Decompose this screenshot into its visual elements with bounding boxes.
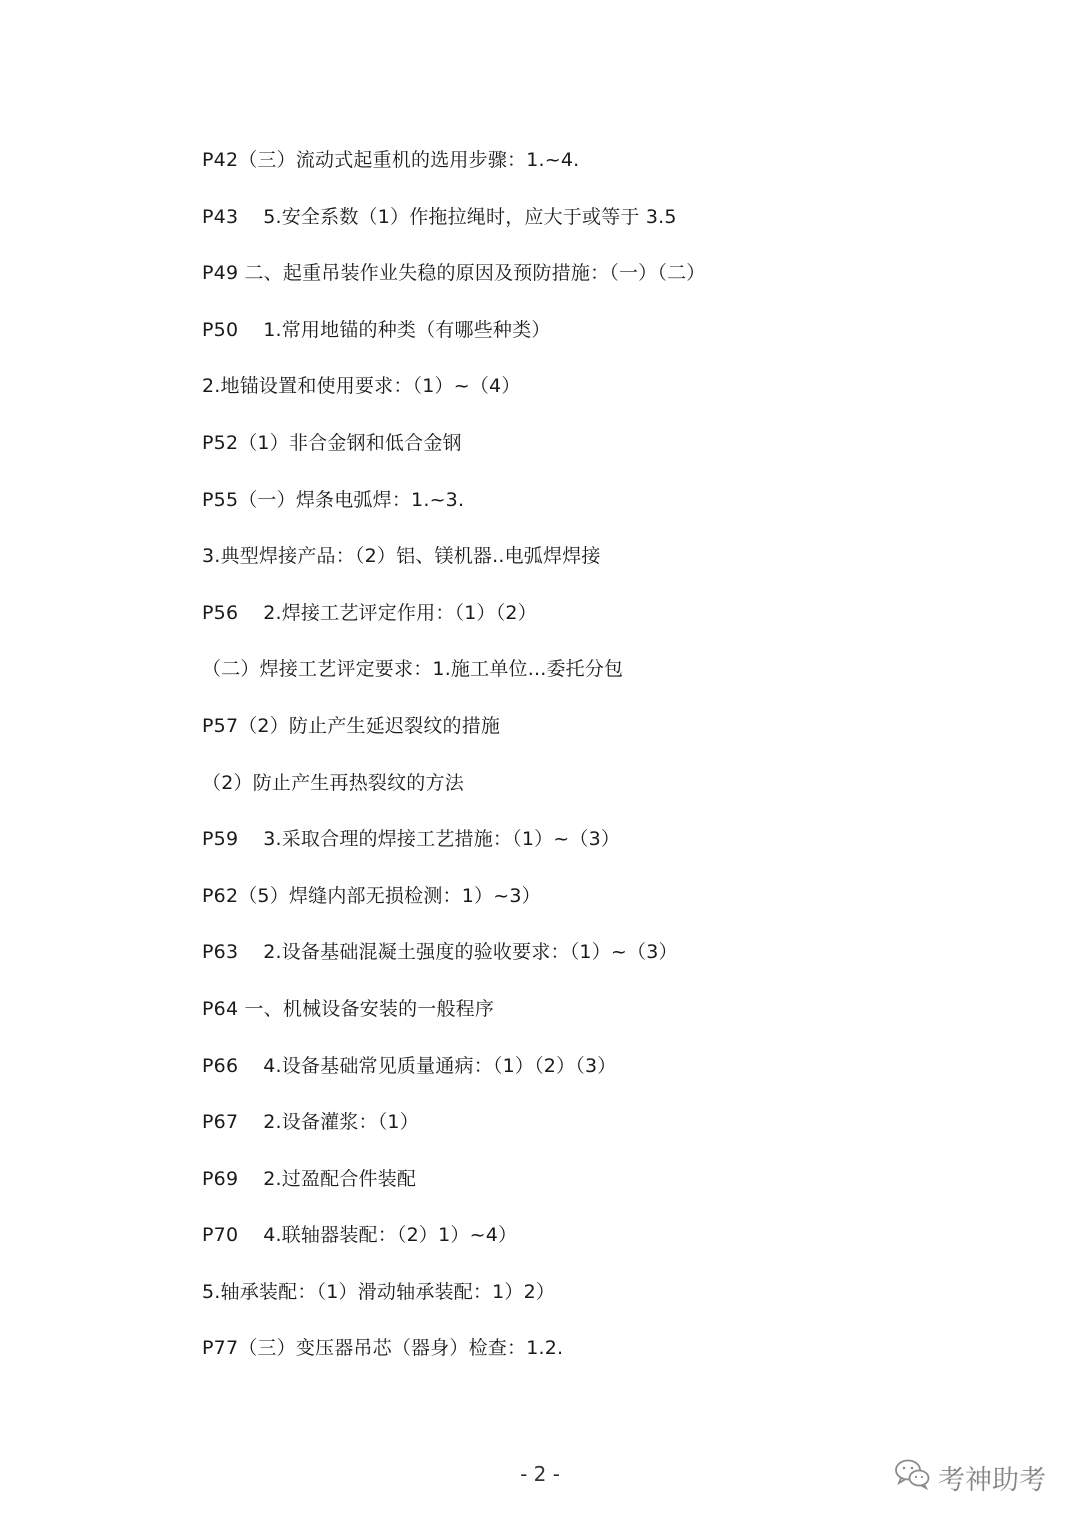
content-line: P56 2.焊接工艺评定作用：（1）（2） (202, 601, 537, 624)
content-line: P50 1.常用地锚的种类（有哪些种类） (202, 318, 551, 341)
content-line: （二）焊接工艺评定要求：1.施工单位...委托分包 (202, 658, 624, 681)
content-line: P43 5.安全系数（1）作拖拉绳时，应大于或等于 3.5 (202, 205, 677, 228)
watermark (894, 1458, 1046, 1497)
content-lines (202, 142, 1022, 1387)
content-line: （2）防止产生再热裂纹的方法 (202, 771, 464, 794)
watermark-text: 考神助考 (938, 1465, 1046, 1496)
content-line: P66 4.设备基础常见质量通病：（1）（2）（3） (202, 1054, 617, 1077)
content-line: 3.典型焊接产品：（2）铝、镁机器..电弧焊焊接 (202, 545, 601, 568)
page-number: - 2 - (520, 1462, 560, 1486)
content-line: 5.轴承装配：（1）滑动轴承装配：1）2） (202, 1280, 556, 1303)
content-line: P64 一、机械设备安装的一般程序 (202, 997, 495, 1020)
content-line: P77（三）变压器吊芯（器身）检查：1.2. (202, 1337, 564, 1360)
content-line: P69 2.过盈配合件装配 (202, 1167, 417, 1190)
content-line: P49 二、起重吊装作业失稳的原因及预防措施：（一）（二） (202, 262, 706, 285)
content-line: P55（一）焊条电弧焊：1.~3. (202, 488, 465, 511)
content-line: P57（2）防止产生延迟裂纹的措施 (202, 714, 501, 737)
content-line: P52（1）非合金钢和低合金钢 (202, 431, 462, 454)
content-line: 2.地锚设置和使用要求：（1）~（4） (202, 375, 521, 398)
content-line: P62（5）焊缝内部无损检测：1）~3） (202, 884, 541, 907)
content-line: P63 2.设备基础混凝土强度的验收要求：（1）~（3） (202, 941, 678, 964)
content-line: P59 3.采取合理的焊接工艺措施：（1）~（3） (202, 828, 621, 851)
content-line: P70 4.联轴器装配：（2）1）~4） (202, 1224, 518, 1247)
wechat-icon (894, 1458, 930, 1497)
content-line: P67 2.设备灌浆：（1） (202, 1111, 419, 1134)
content-line: P42（三）流动式起重机的选用步骤：1.~4. (202, 149, 580, 171)
